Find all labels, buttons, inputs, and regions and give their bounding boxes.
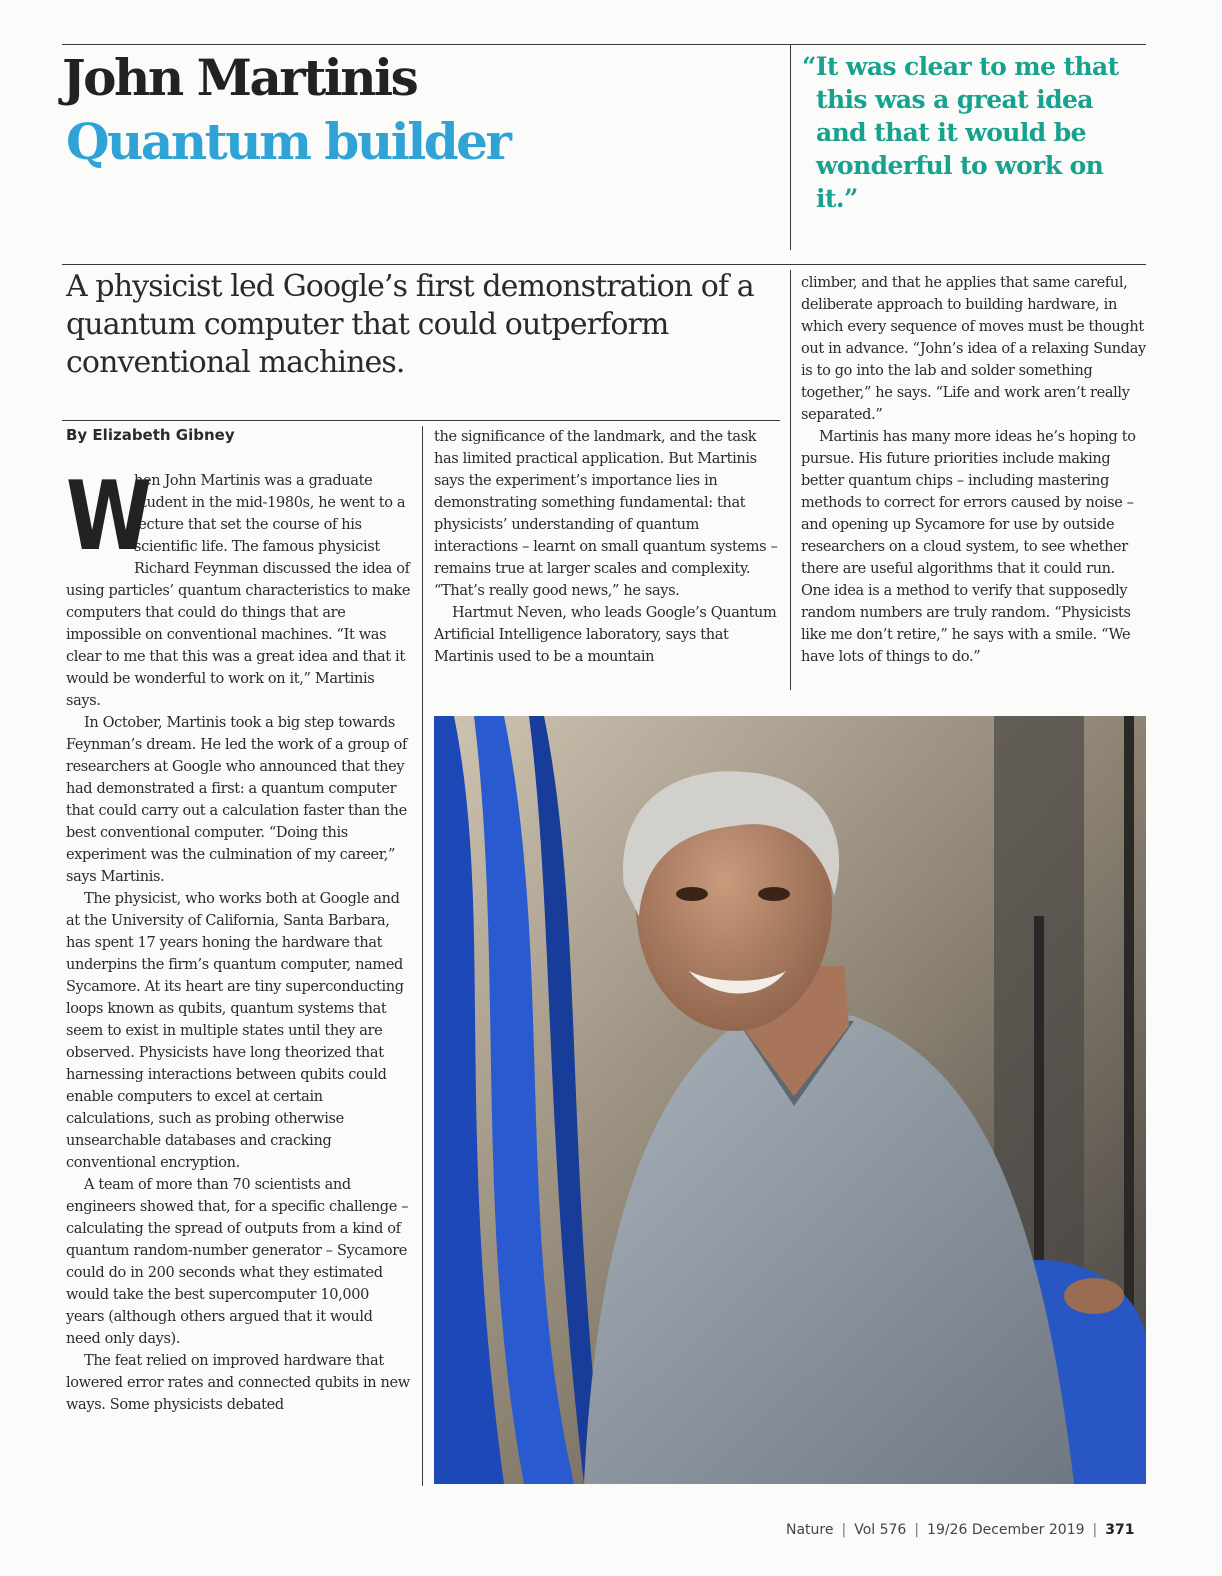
- article-column-3: [801, 272, 1146, 668]
- article-column-1: [66, 462, 411, 1416]
- footer-volume: Vol 576: [854, 1522, 907, 1538]
- paragraph: Hartmut Neven, who leads Google’s Quantum Artificial Intelligence laboratory, says that Martinis used to be a mountain: [434, 605, 777, 665]
- title-name: John Martinis: [62, 48, 417, 107]
- paragraph: the significance of the landmark, and the task has limited practical application. But Martinis says the experiment’s importance lies in demonstrating something fundamental: that physicists’ understanding of quantum interactions – learnt on small quantum systems – remains true at larger scales and complexity. “That’s really good news,” he says.: [434, 429, 778, 599]
- standfirst-rule: [62, 420, 780, 421]
- top-rule: [62, 44, 1146, 45]
- column-divider-1: [422, 426, 423, 1486]
- paragraph: A team of more than 70 scientists and engineers showed that, for a specific challenge – calculating the spread of outputs from a kind of quantum random-number generator – Sycamore could do in 200 seconds what they estimated would take the best supercomputer 10,000 years (although others argued that it would need only days).: [66, 1177, 409, 1347]
- paragraph: The physicist, who works both at Google and at the University of California, Santa Barbara, has spent 17 years honing the hardware that underpins the firm’s quantum computer, named Sycamore. At its heart are tiny superconducting loops known as qubits, quantum systems that seem to exist in multiple states until they are observed. Physicists have long theorized that harnessing interactions between qubits could enable computers to excel at certain calculations, such as probing otherwise unsearchable databases and cracking conventional encryption.: [66, 891, 404, 1171]
- portrait-illustration: [434, 716, 1146, 1484]
- column-divider-2: [790, 270, 791, 690]
- paragraph: Martinis has many more ideas he’s hoping to pursue. His future priorities include making better quantum chips – including mastering methods to correct for errors caused by noise – and opening up Sycamore for use by outside researchers on a cloud system, to see whether there are useful algorithms that it could run. One idea is a method to verify that supposedly random numbers are truly random. “Physicists like me don’t retire,” he says with a smile. “We have lots of things to do.”: [801, 429, 1136, 665]
- title-role: Quantum builder: [66, 112, 510, 171]
- header-bottom-rule: [62, 264, 1146, 265]
- paragraph: W hen John Martinis was a graduate student in the mid-1980s, he went to a lecture that set the course of his scientific life. The famous physicist Richard Feynman discussed the idea of using particles’ quantum characteristics to make computers that could do things that are impossible on conventional machines. “It was clear to me that this was a great idea and that it would be wonderful to work on it,” Martinis says.: [66, 462, 411, 709]
- footer-journal: Nature: [786, 1522, 834, 1538]
- byline: By Elizabeth Gibney: [66, 426, 235, 444]
- paragraph: climber, and that he applies that same careful, deliberate approach to building hardware, in which every sequence of moves must be thought out in advance. “John’s idea of a relaxing Sunday is to go into the lab and solder something together,” he says. “Life and work aren’t really separated.”: [801, 275, 1146, 423]
- page-number: 371: [1105, 1522, 1135, 1538]
- page-footer: Nature | Vol 576 | 19/26 December 2019 | 371: [786, 1522, 1135, 1538]
- pull-quote: “It was clear to me that this was a great idea and that it would be wonderful to work on it.”: [802, 52, 1119, 213]
- article-column-2: [434, 426, 779, 668]
- drop-cap: W: [66, 462, 152, 572]
- paragraph: In October, Martinis took a big step towards Feynman’s dream. He led the work of a group of researchers at Google who announced that they had demonstrated a first: a quantum computer that could carry out a calculation faster than the best conventional computer. “Doing this experiment was the culmination of my career,” says Martinis.: [66, 715, 408, 885]
- footer-date: 19/26 December 2019: [927, 1522, 1085, 1538]
- standfirst: A physicist led Google’s first demonstration of a quantum computer that could outperform conventional machines.: [66, 269, 754, 380]
- header-divider: [790, 44, 791, 250]
- portrait-photo: [434, 716, 1146, 1484]
- paragraph: The feat relied on improved hardware that lowered error rates and connected qubits in new ways. Some physicists debated: [66, 1353, 410, 1413]
